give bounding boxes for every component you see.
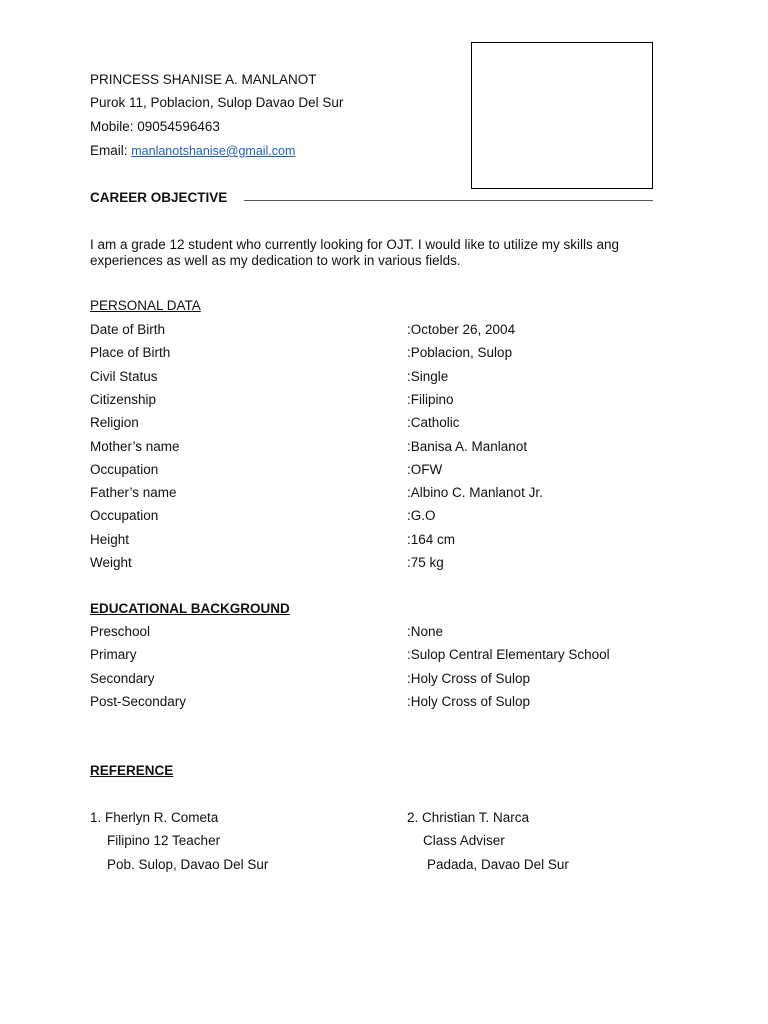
reference-address: Pob. Sulop, Davao Del Sur bbox=[107, 857, 269, 872]
reference-heading: REFERENCE bbox=[90, 763, 174, 778]
data-row-label: Civil Status bbox=[90, 368, 158, 384]
data-row-label: Preschool bbox=[90, 624, 151, 639]
data-row-label: Post-Secondary bbox=[90, 693, 187, 709]
address: Purok 11, Poblacion, Sulop Davao Del Sur bbox=[90, 95, 344, 110]
applicant-name: PRINCESS SHANISE A. MANLANOT bbox=[90, 72, 317, 87]
email-link[interactable]: manlanotshanise@gmail.com bbox=[131, 144, 296, 158]
data-row-value: :Holy Cross of Sulop bbox=[407, 693, 531, 709]
data-row-value: :OFW bbox=[407, 461, 443, 477]
data-row-label: Weight bbox=[90, 555, 132, 570]
mobile-label: Mobile: bbox=[90, 119, 138, 134]
email-line bbox=[90, 143, 295, 159]
data-row-label: Father’s name bbox=[90, 485, 177, 501]
personal-data-heading: PERSONAL DATA bbox=[90, 298, 201, 313]
data-row-label: Secondary bbox=[90, 670, 155, 686]
data-row-label: Citizenship bbox=[90, 391, 157, 407]
mobile-line bbox=[90, 119, 220, 135]
data-row-label: Height bbox=[90, 531, 130, 547]
data-row-value: :Filipino bbox=[407, 391, 454, 407]
data-row-value: :Holy Cross of Sulop bbox=[407, 670, 531, 686]
data-row-value: :Sulop Central Elementary School bbox=[407, 647, 610, 663]
career-objective-text: I am a grade 12 student who currently looking for OJT. I would like to utilize my skills ang experiences as well as my dedication to work in various fields. bbox=[90, 237, 619, 268]
data-row-value: :Catholic bbox=[407, 415, 460, 431]
data-row-label: Place of Birth bbox=[90, 345, 171, 361]
data-row-label: Religion bbox=[90, 415, 139, 431]
photo-placeholder bbox=[471, 42, 653, 189]
data-row-value: :None bbox=[407, 624, 444, 639]
objective-divider bbox=[244, 200, 653, 201]
reference-role: Filipino 12 Teacher bbox=[107, 833, 221, 848]
reference-address: Padada, Davao Del Sur bbox=[427, 857, 569, 872]
data-row-label: Occupation bbox=[90, 461, 159, 477]
mobile-number: 09054596463 bbox=[137, 119, 220, 134]
data-row-value: :75 kg bbox=[407, 555, 444, 570]
reference-role: Class Adviser bbox=[423, 833, 505, 848]
data-row-value: :Single bbox=[407, 368, 449, 384]
career-objective-heading: CAREER OBJECTIVE bbox=[90, 190, 228, 205]
data-row-label: Mother’s name bbox=[90, 438, 180, 454]
email-label: Email: bbox=[90, 143, 132, 158]
data-row-value: :Banisa A. Manlanot bbox=[407, 438, 528, 454]
data-row-label: Primary bbox=[90, 647, 137, 663]
data-row-label: Date of Birth bbox=[90, 322, 166, 337]
data-row-value: :G.O bbox=[407, 508, 436, 524]
reference-name: 2. Christian T. Narca bbox=[407, 810, 530, 825]
data-row-value: :164 cm bbox=[407, 531, 456, 547]
data-row-value: :Albino C. Manlanot Jr. bbox=[407, 485, 543, 501]
data-row-value: :October 26, 2004 bbox=[407, 322, 516, 337]
data-row-value: :Poblacion, Sulop bbox=[407, 345, 513, 361]
educational-background-heading: EDUCATIONAL BACKGROUND bbox=[90, 601, 290, 616]
reference-name: 1. Fherlyn R. Cometa bbox=[90, 810, 219, 825]
data-row-label: Occupation bbox=[90, 508, 159, 524]
